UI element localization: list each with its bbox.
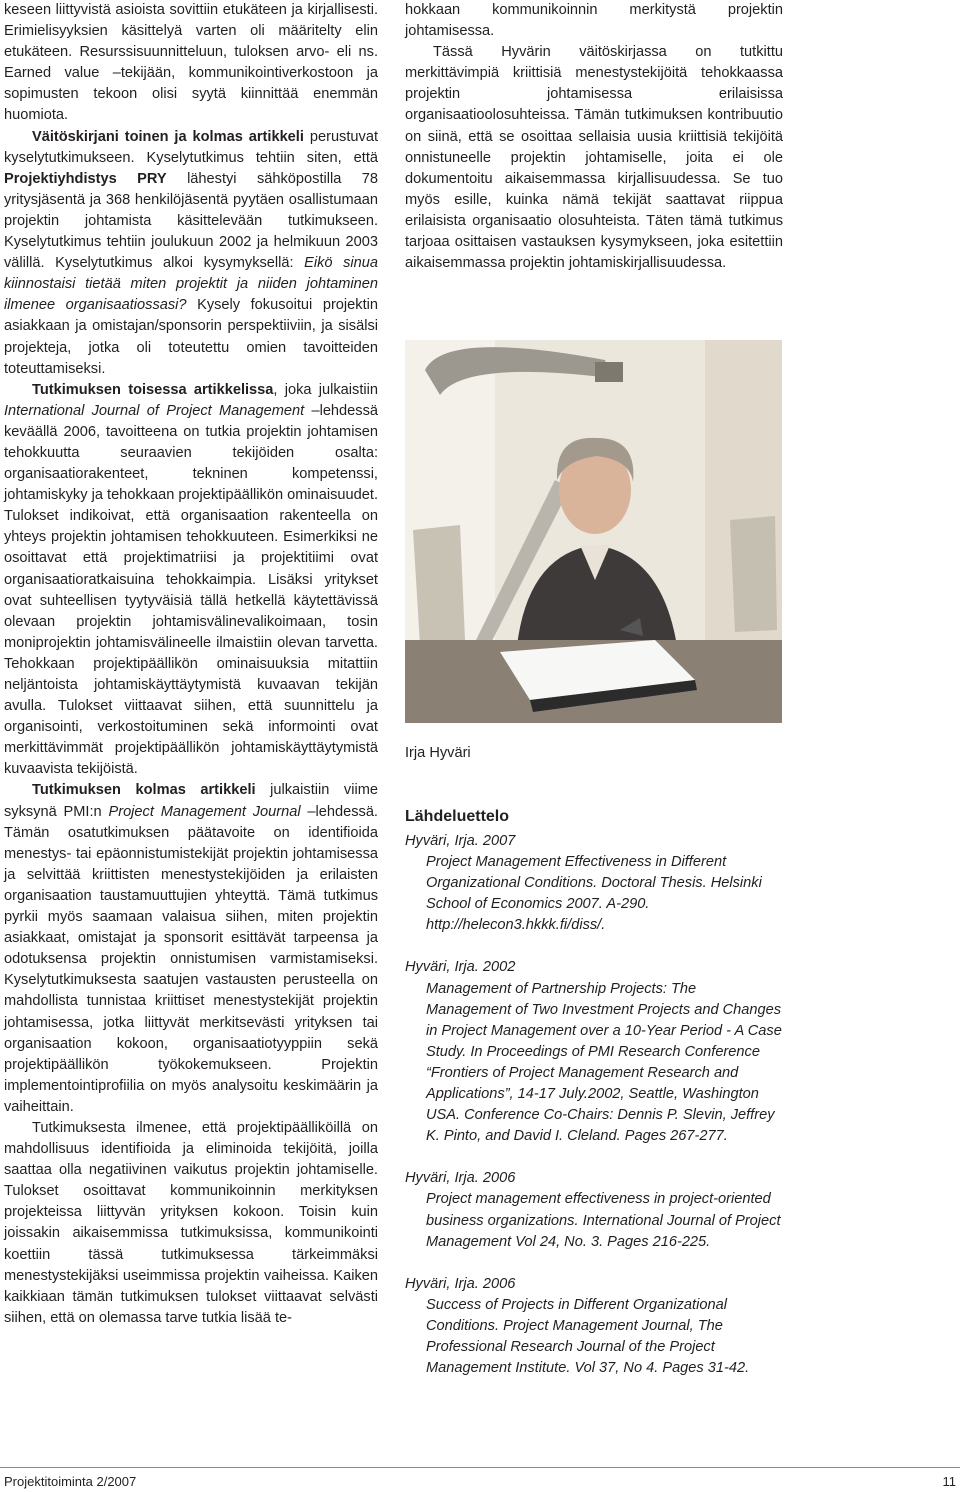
bold-text: Väitöskirjani toinen ja kolmas artikkeli [32,128,304,145]
reference-author: Hyväri, Irja. 2006 [405,1170,516,1187]
page-number: 11 [942,1474,956,1489]
paragraph: keseen liittyvistä asioista sovittiin etukäteen ja kirjallisesti. Erimielisyyksien käsittelyä varten oli määritelty elin etukäteen. Resurssisuunnitteluun, tuloksen arvo- eli ns. Earned value –tekijään, kommunikointiverkostoon ja sopimusten tekoon olisi syytä kiinnittää enemmän huomiota. [4,2,378,124]
text: –lehdessä keväällä 2006, tavoitteena on tutkia projektin johtamisen tehokkuutta seuraavien tekijöiden osalta: organisaatiorakenteet, tekninen kompetenssi, johtamiskyky ja tehokkaan projektipäällikön ominaisuudet. Tulokset indikoivat, että organisaation rakenteella on yhteys projektin johtamisen tehokkuuteen. Esimerkiksi ne osoittavat että projektimatriisi ja projektitiimi ovat organisaatioratkaisuina tehokkaimpia. Lisäksi yritykset ovat suhteellisen tyytyväisiä tällä hetkellä käytettävissä olevaan projektin johtamisvälinevalikoimaan, tosin moniprojektin johtamisvälineelle ilmaistiin olevan tarvetta. Tehokkaan projektipäällikön ominaisuuksia mitattiin neljäntoista johtamiskäyttäytymistä kuvaavan tekijän avulla. Tulokset viittaavat siihen, että suunnittelu ja organisointi, verkostoituminen sekä informointi ovat merkittävimmät projektipäällikön johtamiskäyttäytymistä kuvaavista tekijöistä. [4,402,378,778]
references-list [405,831,785,1400]
reference-author: Hyväri, Irja. 2006 [405,1275,516,1292]
italic-text: Project Management Journal [108,803,301,820]
text: julkaistiin viime syksynä PMI:n [4,782,378,820]
bold-text: Projektiyhdistys PRY [4,170,167,187]
left-column [4,0,378,1329]
paragraph [4,127,378,380]
text: perustuvat kyselytutkimukseen. Kyselytutkimus tehtiin siten, että [4,128,378,166]
photo-caption: Irja Hyväri [405,745,471,761]
bold-text: Tutkimuksen kolmas artikkeli [32,782,256,799]
reference-item [405,957,785,1147]
reference-text: Management of Partnership Projects: The Management of Two Investment Projects and Changes in Project Management over a 10-Year Period - A Case Study. In Proceedings of PMI Research Conference “Frontiers of Project Management Research and Applications”, 14-17 July.2002, Seattle, Washington USA. Conference Co-Chairs: Dennis P. Slevin, Jeffrey K. Pinto, and David I. Cleland. Pages 267-277. [426,980,782,1145]
text: , joka julkaistiin [273,381,378,398]
text: Kysely fokusoitui projektin asiakkaan ja omistajan/sponsorin perspektiiviin, ja sisälsi projekteja, jotka oli toteutettu omien tavoitteiden toteuttamiseksi. [4,297,378,377]
portrait-photo [405,340,782,723]
reference-author: Hyväri, Irja. 2002 [405,959,516,976]
portrait-illustration [405,340,782,723]
right-column [405,0,783,274]
reference-item [405,831,785,936]
text: –lehdessä. Tämän osatutkimuksen päätavoite on identifioida menestys- tai epäonnistumistekijät projektin johtamisessa ja selvittää kriittisten menestystekijöiden ja erilaisten organisaation taustamuuttujien yhteyttä. Tämä tutkimus pyrkii myös saamaan valaisua siihen, miten projektin asiakkaat, omistajat ja sponsorit esittävät tarpeensa ja odotuksensa projektin onnistumisen varmistamiseksi. Kyselytutkimuksesta saatujen vastausten perusteella on mahdollista tunnistaa kriittiset menestystekijät projektin johtamisessa, jotka liittyvät merkitsevästi yrityksen tai organisaation kokoon, organisaatiotyyppiin sekä projektipäällikön työkokemukseen. Projektin implementointiprofiilia on myös analysoitu keskimäärin ja vaiheittain. [4,803,378,1115]
reference-author: Hyväri, Irja. 2007 [405,833,516,849]
paragraph: hokkaan kommunikoinnin merkitystä projektin johtamisessa. [405,2,783,40]
italic-text: Eikö sinua kiinnostaisi tietää miten projektit ja niiden johtaminen ilmenee organisaatiossasi? [4,255,378,314]
text: lähestyi sähköpostilla 78 yritysjäsentä ja 368 henkilöjäsentä pyytäen osallistumaan projektin johtamista käsittelevään tutkimukseen. Kyselytutkimus tehtiin joulukuun 2002 ja helmikuun 2003 välillä. Kyselytutkimus alkoi kysymyksellä: [4,170,379,272]
reference-text: Project Management Effectiveness in Different Organizational Conditions. Doctoral Thesis. Helsinki School of Economics 2007. A-290. http://helecon3.hkkk.fi/diss/. [426,854,762,934]
footer-publication: Projektitoiminta 2/2007 [4,1474,137,1489]
bold-text: Tutkimuksen toisessa artikkelissa [32,381,274,398]
reference-text: Project management effectiveness in project-oriented business organizations. International Journal of Project Management Vol 24, No. 3. Pages 216-225. [426,1191,781,1250]
footer-divider [0,1467,960,1468]
paragraph: Tässä Hyvärin väitöskirjassa on tutkittu merkittävimpiä kriittisiä menestystekijöitä tehokkaassa projektin johtamisessa erilaisissa organisaatioolosuhteissa. Tämän tutkimuksen kontribuutio on siinä, että se osoittaa sellaisia uusia kriittisiä tekijöitä onnistuneelle projektin johtamiselle, joita ei ole dokumentoitu aikaisemmassa kirjallisuudessa. Se tuo myös esille, kuinka nämä tekijät saattavat riippua erilaisista organisaatio olosuhteista. Täten tämä tutkimus tarjoaa osittaisen vastauksen kysymykseen, joka esitettiin aikaisemmassa projektin johtamiskirjallisuudessa. [405,44,783,272]
reference-item [405,1168,785,1252]
paragraph [4,780,378,1118]
paragraph [4,380,378,781]
reference-item [405,1274,785,1379]
reference-text: Success of Projects in Different Organizational Conditions. Project Management Journal, The Professional Research Journal of the Project Management Institute. Vol 37, No 4. Pages 31-42. [426,1296,750,1377]
paragraph: Tutkimuksesta ilmenee, että projektipäälliköillä on mahdollisuus identifioida ja eliminoida tekijöitä, joilla saattaa olla negatiivinen vaikutus projektin johtamiselle. Tulokset osoittavat kommunikoinnin merkityksen projekteissa liittyvän yrityksen kokoon. Toisin kuin joissakin aikaisemmissa tutkimuksissa, kommunikointi koettiin tässä tutkimuksessa tärkeimmäksi menestystekijäksi useimmissa projektin vaiheissa. Kaiken kaikkiaan tämän tutkimuksen tulokset viittaavat selvästi siihen, että on olemassa tarve tutkia lisää te- [4,1119,378,1326]
italic-text: International Journal of Project Management [4,402,305,419]
references-heading: Lähdeluettelo [405,808,510,825]
